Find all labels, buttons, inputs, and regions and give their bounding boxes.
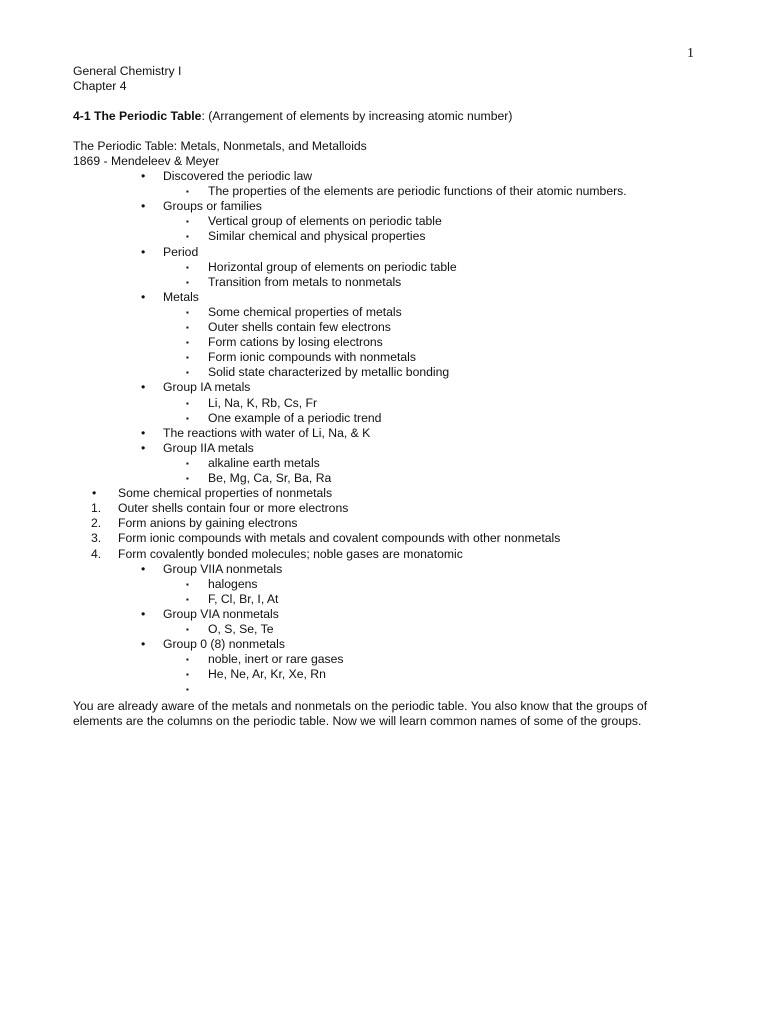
outline-item	[141, 607, 279, 622]
outline-item-text: Period	[163, 245, 199, 259]
list-marker: ▪	[186, 278, 189, 287]
outline-item-text: The reactions with water of Li, Na, & K	[163, 426, 371, 440]
outline-item-text: Form cations by losing electrons	[208, 335, 383, 349]
outline-item-text: Outer shells contain four or more electrons	[118, 501, 349, 515]
outline-item-text: Group 0 (8) nonmetals	[163, 637, 285, 651]
outline-item-text: The properties of the elements are periodic functions of their atomic numbers.	[208, 184, 627, 198]
list-marker: ▪	[186, 459, 189, 468]
list-marker: ▪	[186, 655, 189, 664]
outline-item	[91, 516, 298, 531]
outline-item	[141, 637, 285, 652]
list-marker: 3.	[91, 531, 102, 545]
intro-topic: The Periodic Table: Metals, Nonmetals, and Metalloids	[73, 139, 367, 153]
list-marker: ▪	[186, 685, 189, 694]
outline-item	[186, 350, 416, 365]
outline-item	[186, 456, 320, 471]
list-marker: 2.	[91, 516, 102, 530]
outline-item-text: Groups or families	[163, 199, 262, 213]
list-marker: ▪	[186, 323, 189, 332]
outline-item	[186, 577, 258, 592]
list-marker: •	[141, 637, 146, 651]
outline-item-text: Form ionic compounds with nonmetals	[208, 350, 416, 364]
outline-item	[186, 305, 402, 320]
outline-item	[186, 622, 274, 637]
list-marker: ▪	[186, 625, 189, 634]
list-marker: •	[141, 290, 146, 304]
outline-item	[186, 365, 450, 380]
outline-item	[186, 184, 627, 199]
outline-item-text: Some chemical properties of metals	[208, 305, 402, 319]
outline-item-text: Group VIA nonmetals	[163, 607, 279, 621]
list-marker: •	[141, 426, 146, 440]
list-marker: ▪	[186, 399, 189, 408]
outline-item-text: Discovered the periodic law	[163, 169, 313, 183]
outline-item	[186, 471, 332, 486]
outline-item	[92, 486, 333, 501]
list-marker: ▪	[186, 353, 189, 362]
outline-item	[186, 667, 326, 682]
section-title: 4-1 The Periodic Table	[73, 109, 202, 123]
outline-item-text: Metals	[163, 290, 199, 304]
section-subtitle: : (Arrangement of elements by increasing atomic number)	[201, 109, 513, 123]
outline-item-text: One example of a periodic trend	[208, 411, 382, 425]
outline-item-text: halogens	[208, 577, 258, 591]
outline-item-text: Similar chemical and physical properties	[208, 229, 426, 243]
outline-item-text: Li, Na, K, Rb, Cs, Fr	[208, 396, 318, 410]
outline-item	[186, 260, 457, 275]
outline-item-text: He, Ne, Ar, Kr, Xe, Rn	[208, 667, 326, 681]
intro-history: 1869 - Mendeleev & Meyer	[73, 154, 220, 168]
outline-item-text: F, Cl, Br, I, At	[208, 592, 279, 606]
outline-item-text: Group IA metals	[163, 380, 251, 394]
outline-item-text: Group IIA metals	[163, 441, 254, 455]
outline-item	[141, 426, 371, 441]
outline-item	[141, 169, 313, 184]
outline-item-text: Group VIIA nonmetals	[163, 562, 283, 576]
list-marker: ▪	[186, 308, 189, 317]
outline-item	[186, 335, 383, 350]
list-marker: •	[141, 169, 146, 183]
list-marker: •	[141, 607, 146, 621]
list-marker: ▪	[186, 414, 189, 423]
list-marker: ▪	[186, 217, 189, 226]
list-marker: ▪	[186, 263, 189, 272]
outline-item-text: Vertical group of elements on periodic table	[208, 214, 442, 228]
list-marker: ▪	[186, 338, 189, 347]
outline-item	[91, 531, 561, 546]
outline-item-text: Form anions by gaining electrons	[118, 516, 298, 530]
list-marker: ▪	[186, 232, 189, 241]
list-marker: •	[141, 245, 146, 259]
closing-paragraph: You are already aware of the metals and nonmetals on the periodic table. You also know that the groups of elements are the columns on the periodic table. Now we will learn common names of some of the groups.	[73, 699, 648, 728]
outline-item	[186, 229, 426, 244]
outline-item-text: alkaline earth metals	[208, 456, 320, 470]
course-title: General Chemistry I	[73, 64, 182, 78]
list-marker: ▪	[186, 595, 189, 604]
outline-item	[186, 652, 344, 667]
section-heading	[73, 109, 512, 124]
outline-item	[186, 320, 391, 335]
outline-item-text: Horizontal group of elements on periodic table	[208, 260, 457, 274]
outline-item	[186, 214, 442, 229]
outline-item-text: Some chemical properties of nonmetals	[118, 486, 333, 500]
list-marker: •	[141, 441, 146, 455]
outline-item	[186, 411, 382, 426]
list-marker: ▪	[186, 580, 189, 589]
outline-item-text: Transition from metals to nonmetals	[208, 275, 402, 289]
outline-item-text: O, S, Se, Te	[208, 622, 274, 636]
list-marker: •	[141, 199, 146, 213]
outline-item	[141, 380, 251, 395]
outline-item	[91, 501, 349, 516]
list-marker: ▪	[186, 670, 189, 679]
outline-item-text: Form ionic compounds with metals and covalent compounds with other nonmetals	[118, 531, 561, 545]
list-marker: •	[141, 380, 146, 394]
list-marker: ▪	[186, 368, 189, 377]
outline-item	[141, 245, 199, 260]
list-marker: •	[92, 486, 97, 500]
outline-item	[141, 562, 283, 577]
outline-item-text: Solid state characterized by metallic bonding	[208, 365, 450, 379]
outline-item-text: noble, inert or rare gases	[208, 652, 344, 666]
page-number: 1	[687, 46, 694, 61]
outline-item	[186, 592, 279, 607]
list-marker: ▪	[186, 474, 189, 483]
outline-item	[186, 396, 318, 411]
outline-item-text: Form covalently bonded molecules; noble gases are monatomic	[118, 547, 463, 561]
outline-item	[141, 441, 254, 456]
list-marker: 4.	[91, 547, 102, 561]
outline-item	[91, 547, 463, 562]
chapter-label: Chapter 4	[73, 79, 127, 93]
outline-item	[186, 275, 402, 290]
outline-item-text: Be, Mg, Ca, Sr, Ba, Ra	[208, 471, 332, 485]
list-marker: •	[141, 562, 146, 576]
list-marker: ▪	[186, 187, 189, 196]
outline-item-text: Outer shells contain few electrons	[208, 320, 391, 334]
list-marker: 1.	[91, 501, 102, 515]
outline-item	[141, 199, 262, 214]
outline-item	[141, 290, 199, 305]
